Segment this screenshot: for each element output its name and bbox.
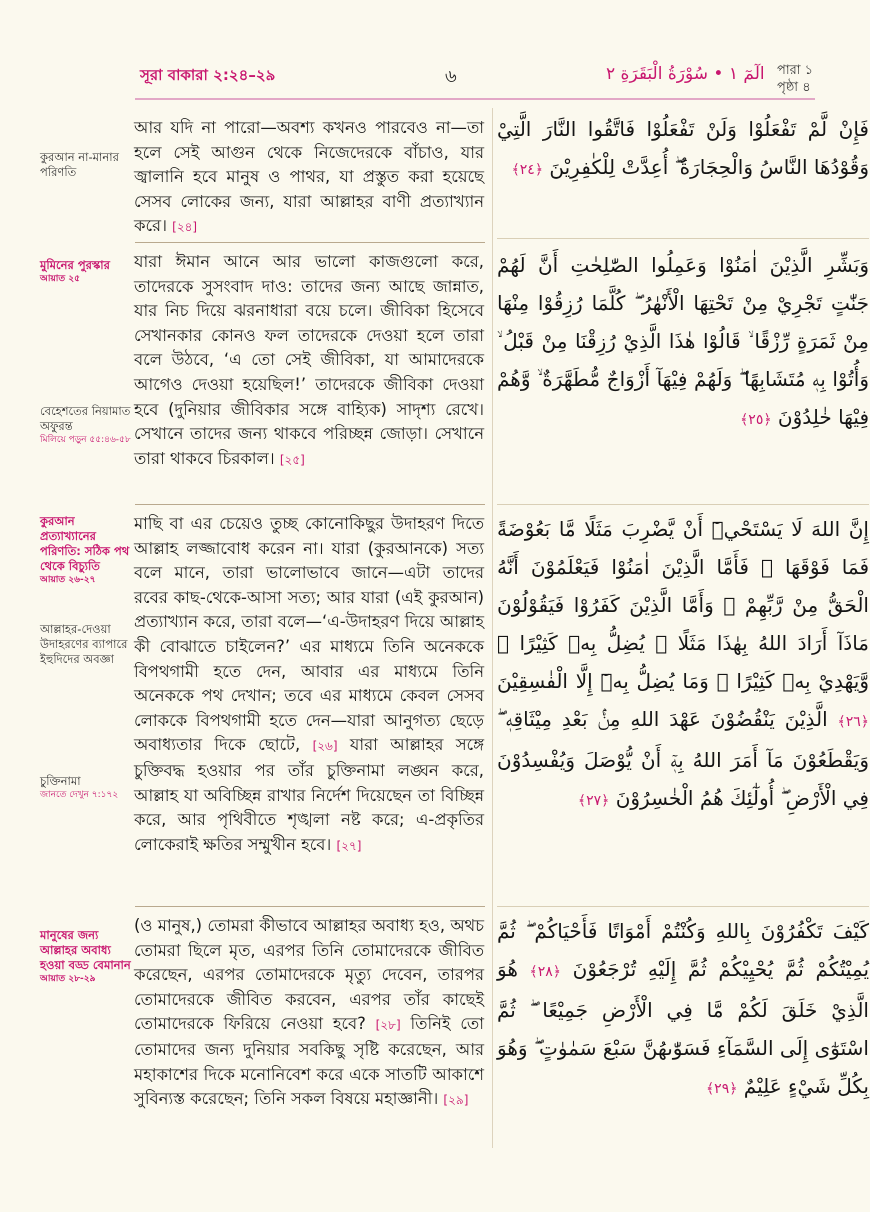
sidenote-text: মুমিনের পুরস্কার [40,258,110,272]
verse-number: [২৬] [312,739,338,754]
translation-text: যারা ঈমান আনে আর ভালো কাজগুলো করে, তাদেরকে সুসংবাদ দাও: তাদের জন্য আছে জান্নাত, যার নিচ দিয়ে ঝরনাধারা বয়ে চলে। জীবিকা হিসেবে সেখানকার কোনও ফল তাদেরকে দেওয়া হলে তারা বলে উঠবে, ‘এ তো সেই জীবিকা, যা আমাদেরকে আগেও দেওয়া হয়েছিল!’ তাদেরকে জীবিকা দেওয়া হবে (দুনিয়ার জীবিকার সঙ্গে বাহ্যিক) সাদৃশ্য রেখে। সেখানে তাদের জন্য থাকবে পরিচ্ছন্ন জোড়া। সেখানে তারা থাকবে চিরকাল। [134,252,484,468]
arabic-verse-28-29 [497,912,869,1108]
arabic-text: إِنَّ اللهَ لَا يَسْتَحْيٖٓ أَنْ يَّضْرِبَ مَثَلًا مَّا بَعُوْضَةً فَمَا فَوْقَهَا ۖ فَأَمَّا الَّذِيْنَ اٰمَنُوْا فَيَعْلَمُوْنَ أَنَّهُ الْحَقُّ مِنْ رَّبِّهِمْ ۖ وَأَمَّا الَّذِيْنَ كَفَرُوْا فَيَقُوْلُوْنَ مَاذَآ أَرَادَ اللهُ بِهٰذَا مَثَلًا ۘ يُضِلُّ بِهٖ كَثِيْرًا ۙ وَّيَهْدِيْ بِهٖ كَثِيْرًا ۖ وَمَا يُضِلُّ بِهٖٓ إِلَّا الْفٰسِقِيْنَ [497,517,869,693]
column-divider [492,108,493,1148]
ayah-end-marker: ﴿٢٧﴾ [577,793,610,809]
section-divider [497,906,869,907]
section-divider [497,238,869,239]
surah-reference: সূরা বাকারা ২:২৪–২৯ [140,66,276,84]
arabic-text: وَبَشِّرِ الَّذِيْنَ اٰمَنُوْا وَعَمِلُوا الصّٰلِحٰتِ أَنَّ لَهُمْ جَنّٰتٍ تَجْرِيْ مِنْ تَحْتِهَا الْأَنْهٰرُ ۖ كُلَّمَا رُزِقُوْا مِنْهَا مِنْ ثَمَرَةٍ رِّزْقًا ۙ قَالُوْا هٰذَا الَّذِيْ رُزِقْنَا مِنْ قَبْلُ ۙ وَأُتُوْا بِهٖ مُتَشَابِهًا ۖ وَلَهُمْ فِيْهَآ أَزْوَاجٌ مُّطَهَّرَةٌ ۙ وَّهُمْ فِيْهَا خٰلِدُوْنَ [497,253,869,429]
translation-verse-25 [134,250,484,472]
para-label: পারা ১ [777,63,814,78]
sidenote-ref: আয়াত ২৮-২৯ [40,974,96,984]
ayah-end-marker: ﴿٢٦﴾ [837,714,869,730]
sidenote-text: কুরআন না-মানার পরিণতি [40,150,119,179]
arabic-verse-24 [497,110,869,189]
translation-text: তিনিই তো তোমাদের জন্য দুনিয়ার সবকিছু সৃষ্টি করেছেন, আর মহাকাশের দিকে মনোনিবেশ করে একে সাতটি আকাশে সুবিন্যস্ত করেছেন; তিনি সকল বিষয়ে মহাজ্ঞানী। [134,1014,484,1109]
ayah-end-marker: ﴿٢٥﴾ [740,412,772,428]
sidenote-jewish-disdain [40,622,132,667]
verse-number: [২৯] [443,1093,469,1108]
arabic-text: الَّذِيْنَ يَنْقُضُوْنَ عَهْدَ اللهِ مِنْۢ بَعْدِ مِيْثَاقِهٖ ۖ وَيَقْطَعُوْنَ مَآ أَمَرَ اللهُ بِهٖٓ أَنْ يُّوْصَلَ وَيُفْسِدُوْنَ فِي الْأَرْضِ ۖ أُولٰٓئِكَ هُمُ الْخٰسِرُوْنَ [497,707,869,810]
sidenote-ref: আয়াত ২৫ [40,274,80,284]
arabic-text: كَيْفَ تَكْفُرُوْنَ بِاللهِ وَكُنْتُمْ أَمْوَاتًا فَأَحْيَاكُمْ ۖ ثُمَّ يُمِيْتُكُمْ ثُمَّ يُحْيِيْكُمْ ثُمَّ إِلَيْهِ تُرْجَعُوْنَ [497,919,870,981]
section-divider [135,906,485,907]
translation-text: (ও মানুষ,) তোমরা কীভাবে আল্লাহর অবাধ্য হও, অথচ তোমরা ছিলে মৃত, এরপর তিনি তোমাদেরকে জীবিত করেছেন, এরপর তোমাদেরকে মৃত্যু দেবেন, তারপর তোমাদেরকে জীবিত করবেন, এরপর তাঁর কাছেই তোমাদেরকে ফিরিয়ে নেওয়া হবে? [134,916,484,1034]
sidenote-disobedience-unfitting [40,928,132,985]
para-page-info [777,62,813,96]
ayah-end-marker: ﴿٢٩﴾ [705,1081,738,1097]
section-divider [135,242,485,243]
sidenote-text: মানুষের জন্য আল্লাহর অবাধ্য হওয়া বড্ড বেমানান [40,928,131,972]
arabic-text: فَإِنْ لَّمْ تَفْعَلُوْا وَلَنْ تَفْعَلُوْا فَاتَّقُوا النَّارَ الَّتِيْ وَقُوْدُهَا النَّاسُ وَالْحِجَارَةُ ۖ أُعِدَّتْ لِلْكٰفِرِيْنَ [497,117,869,179]
header-divider [135,98,815,100]
sidenote-paradise-blessings [40,404,132,446]
translation-verse-28-29 [134,914,484,1113]
section-divider [135,504,485,505]
translation-verse-26-27 [134,512,484,858]
ayah-end-marker: ﴿٢٨﴾ [529,964,561,980]
sidenote-ref: জানতে দেখুন ৭:১৭২ [40,790,119,800]
surah-title-arabic: الٓمٓ ١ • سُوْرَةُ الْبَقَرَةِ ٢ [606,64,765,84]
arabic-text: هُوَ الَّذِيْ خَلَقَ لَكُمْ مَّا فِي الْأَرْضِ جَمِيْعًا ۖ ثُمَّ اسْتَوٰٓى إِلَى السَّمَآءِ فَسَوّٰىهُنَّ سَبْعَ سَمٰوٰتٍ ۖ وَهُوَ بِكُلِّ شَيْءٍ عَلِيْمٌ [497,957,869,1098]
sidenote-consequence [40,150,132,180]
sidenote-text: আল্লাহর-দেওয়া উদাহরণের ব্যাপারে ইহুদিদের অবজ্ঞা [40,622,128,666]
page-label: পৃষ্ঠা ৪ [777,80,811,95]
sidenote-text: কুরআন প্রত্যাখ্যানের পরিণতি: সঠিক পথ থেকে বিচ্যুতি [40,514,130,573]
page-number: ৬ [445,66,457,87]
translation-text: যারা আল্লাহর সঙ্গে চুক্তিবদ্ধ হওয়ার পর তাঁর চুক্তিনামা লঙ্ঘন করে, আল্লাহ যা অবিচ্ছিন্ন রাখার নির্দেশ দিয়েছেন তা বিচ্ছিন্ন করে, আর পৃথিবীতে শৃঙ্খলা নষ্ট করে; এ-প্রকৃতির লোকেরাই ক্ষতির সম্মুখীন হবে। [134,735,484,854]
sidenote-text: চুক্তিনামা [40,774,81,788]
arabic-verse-25 [497,246,869,439]
sidenote-covenant [40,774,132,801]
sidenote-text: বেহেশতের নিয়ামাত অফুরন্ত [40,404,131,433]
ayah-end-marker: ﴿٢٤﴾ [511,162,544,178]
sidenote-ref: আয়াত ২৬-২৭ [40,575,96,585]
arabic-verse-26-27 [497,510,869,820]
verse-number: [২৮] [375,1018,401,1033]
section-divider [497,504,869,505]
verse-number: [২৫] [279,452,305,467]
page-header [0,0,870,100]
translation-verse-24 [134,116,484,240]
translation-text: মাছি বা এর চেয়েও তুচ্ছ কোনোকিছুর উদাহরণ দিতে আল্লাহ লজ্জাবোধ করেন না। যারা (কুরআনকে) সত্য বলে মানে, তারা ভালোভাবে জানে—এটা তাদের রবের কাছ-থেকে-আসা সত্য; আর যারা (এই কুরআন) প্রত্যাখ্যান করে, তারা বলে—‘এ-উদাহরণ দিয়ে আল্লাহ কী বোঝাতে চাইলেন?’ এর মাধ্যমে তিনি অনেককে বিপথগামী হতে দেন, আবার এর মাধ্যমে তিনি অনেককে পথ দেখান; তবে এর মাধ্যমে কেবল সেসব লোককে বিপথগামী হতে দেন—যারা আনুগত্য ছেড়ে অবাধ্যতার দিকে ছোটে, [134,514,484,755]
sidenote-rejection-outcome [40,514,132,586]
verse-number: [২৭] [336,838,362,853]
sidenote-ref: মিলিয়ে পড়ুন ৫৫:৪৬-৫৮ [40,435,131,445]
translation-text: আর যদি না পারো—অবশ্য কখনও পারবেও না—তা হলে সেই আগুন থেকে নিজেদেরকে বাঁচাও, যার জ্বালানি হবে মানুষ ও পাথর, যা প্রস্তুত করা হয়েছে সেসব লোকের জন্য, যারা আল্লাহর বাণী প্রত্যাখ্যান করে। [134,118,484,236]
sidenote-believer-reward [40,258,132,285]
verse-number: [২৪] [172,220,198,235]
